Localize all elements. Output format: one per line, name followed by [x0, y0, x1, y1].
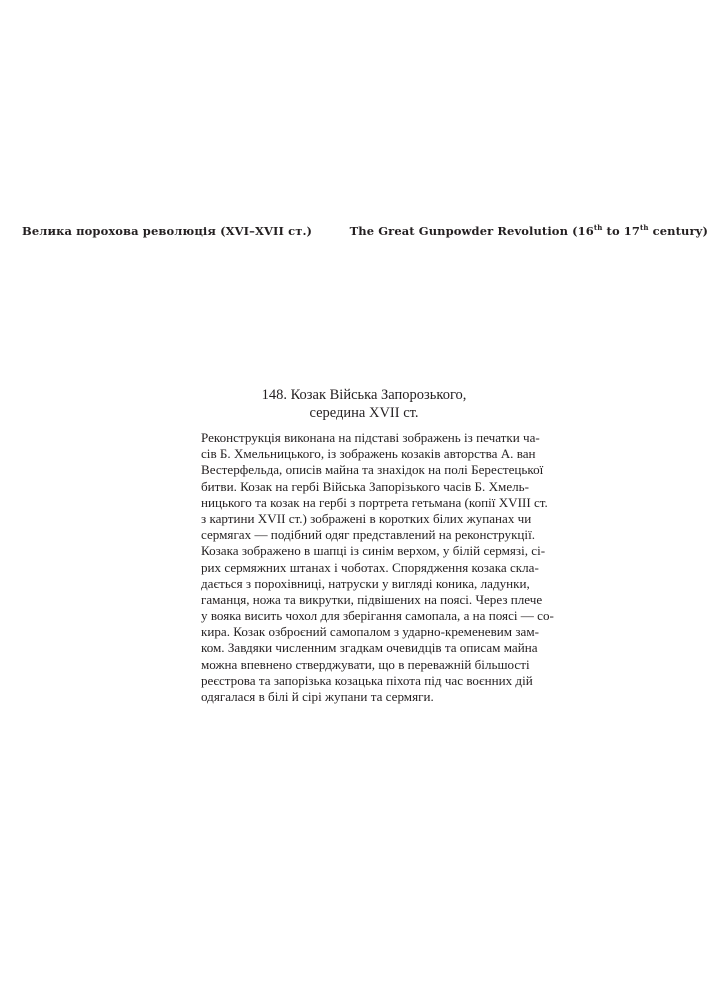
text-line: реєстрова та запорізька козацька піхота під час воєнних дій: [201, 672, 533, 688]
caption-line-2: середина XVII ст.: [309, 405, 419, 421]
text-line: Реконструкція виконана на підставі зображень із печатки ча-: [201, 430, 540, 445]
caption-line-1: 148. Козак Війська Запорозького,: [261, 387, 467, 403]
text-line: гаманця, ножа та викрутки, підвішених на поясі. Через плече: [201, 591, 543, 607]
text-line: ницького та козак на гербі з портрета гетьмана (копії XVIII ст.: [201, 494, 548, 510]
text-line: сів Б. Хмельницького, із зображень козаків авторства А. ван: [201, 446, 536, 462]
text-line: сермягах — подібний одяг представлений на реконструкції.: [201, 527, 535, 543]
running-header: [22, 224, 708, 244]
text-line: дається з порохівниці, натруски у вигляді коника, ладунки,: [201, 575, 530, 591]
text-line: з картини XVII ст.) зображені в коротких білих жупанах чи: [201, 510, 532, 526]
text-line: ком. Завдяки численним згадкам очевидців та описам майна: [201, 640, 538, 656]
text-line: Вестерфельда, описів майна та знахідок на полі Берестецької: [201, 462, 544, 478]
text-line: можна впевнено стверджувати, що в переважній більшості: [201, 656, 530, 672]
text-line: битви. Козак на гербі Війська Запорізького часів Б. Хмель-: [201, 478, 529, 494]
body-paragraph: [201, 430, 554, 705]
figure-caption: [0, 386, 728, 422]
text-line: рих сермяжних штанах і чоботах. Спорядження козака скла-: [201, 559, 539, 575]
running-header-right: The Great Gunpowder Revolution (16th to 17th century): [349, 223, 708, 238]
running-header-left: Велика порохова революція (XVI–XVII ст.): [22, 224, 313, 238]
text-line: Козака зображено в шапці із синім верхом, у білій сермязі, сі-: [201, 543, 546, 559]
text-line: кира. Козак озброєний самопалом з ударно-кременевим зам-: [201, 624, 539, 640]
text-line: у вояка висить чохол для зберігання самопала, а на поясі — со-: [201, 608, 554, 624]
text-line-last: одягалася в білі й сірі жупани та сермяги.: [201, 689, 434, 704]
